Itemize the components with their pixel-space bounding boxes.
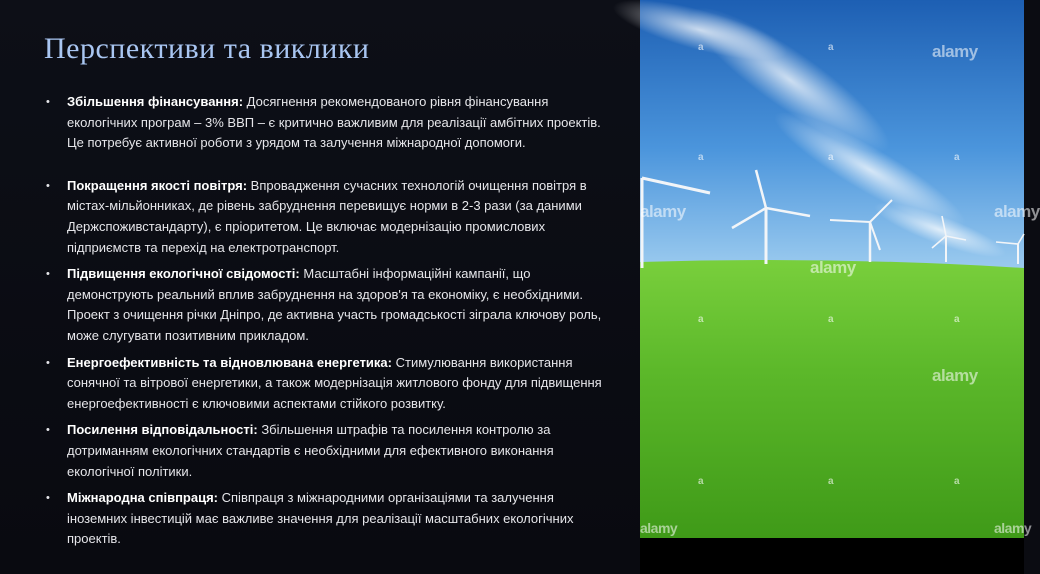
watermark-mark: a [828,42,834,53]
slide-title: Перспективи та виклики [44,32,370,65]
bullet-list [44,92,604,550]
watermark-mark: a [828,152,834,163]
bullet-icon: • [46,424,50,437]
watermark-text: alamy [932,42,978,61]
bullet-text: Масштабні інформаційні кампанії, що демонструють реальний вплив забруднення на здоров'я та економіку, є необхідними. Проект з очищення річки Дніпро, де активна участь громадськості зіграла ключову роль, може слугувати позитивним прикладом. [67,266,602,343]
image-bottom-band [640,538,1024,574]
watermark-text: alamy [994,202,1040,221]
bullet-icon: • [46,492,50,505]
watermark-mark: a [698,476,704,487]
watermark-mark: a [828,476,834,487]
watermark-text: alamy [994,520,1032,536]
watermark-text: alamy [932,366,978,385]
watermark-mark: a [698,42,704,53]
bullet-text: Співпраця з міжнародними організаціями та залучення іноземних інвестицій має важливе значення для реалізації масштабних екологічних проектів. [67,490,574,547]
watermark-text: alamy [640,520,678,536]
watermark-text: alamy [640,202,686,221]
list-item [44,264,604,346]
bullet-label: Міжнародна співпраця: [67,490,219,506]
bullet-label: Підвищення екологічної свідомості: [67,266,300,282]
watermark-mark: a [954,314,960,325]
bullet-text: Досягнення рекомендованого рівня фінансування екологічних програм – 3% ВВП – є критично важливим для реалізації амбітних проектів. Це потребує активної роботи з урядом та залучення міжнародної допомоги. [67,94,601,151]
bullet-text: Збільшення штрафів та посилення контролю за дотриманням екологічних стандартів є необхідними для ефективного виконання екологічної політики. [67,422,554,479]
bullet-icon: • [46,179,50,192]
bullet-label: Посилення відповідальності: [67,422,258,438]
watermark-mark: a [828,314,834,325]
bullet-text: Впровадження сучасних технологій очищення повітря в містах-мільйонниках, де рівень забруднення перевищує норми в 2-3 рази (за даними Держспоживстандарту), є пріоритетом. Це включає модернізацію промислових підприємств та перехід на електротранспорт. [67,177,587,255]
bullet-label: Енергоефективність та відновлювана енергетика: [67,354,392,370]
bullet-icon: • [46,356,50,369]
watermark-text: alamy [810,258,856,277]
list-item [44,353,604,415]
bullet-icon: • [46,268,50,281]
watermark-mark: a [698,152,704,163]
list-item [44,488,604,550]
wind-turbine-photo [640,0,1040,538]
bullet-icon: • [46,96,50,108]
bullet-label: Збільшення фінансування: [67,94,244,109]
watermark-mark: a [698,314,704,325]
list-item [44,176,604,258]
bullet-text: Стимулювання використання сонячної та вітрової енергетики, а також модернізація житлового фонду для підвищення енергоефективності є ключовими аспектами стійкого розвитку. [67,354,602,411]
list-item [44,92,604,154]
watermark-mark: a [954,152,960,163]
list-item [44,420,604,482]
bullet-label: Покращення якості повітря: [67,177,248,193]
watermark-mark: a [954,476,960,487]
